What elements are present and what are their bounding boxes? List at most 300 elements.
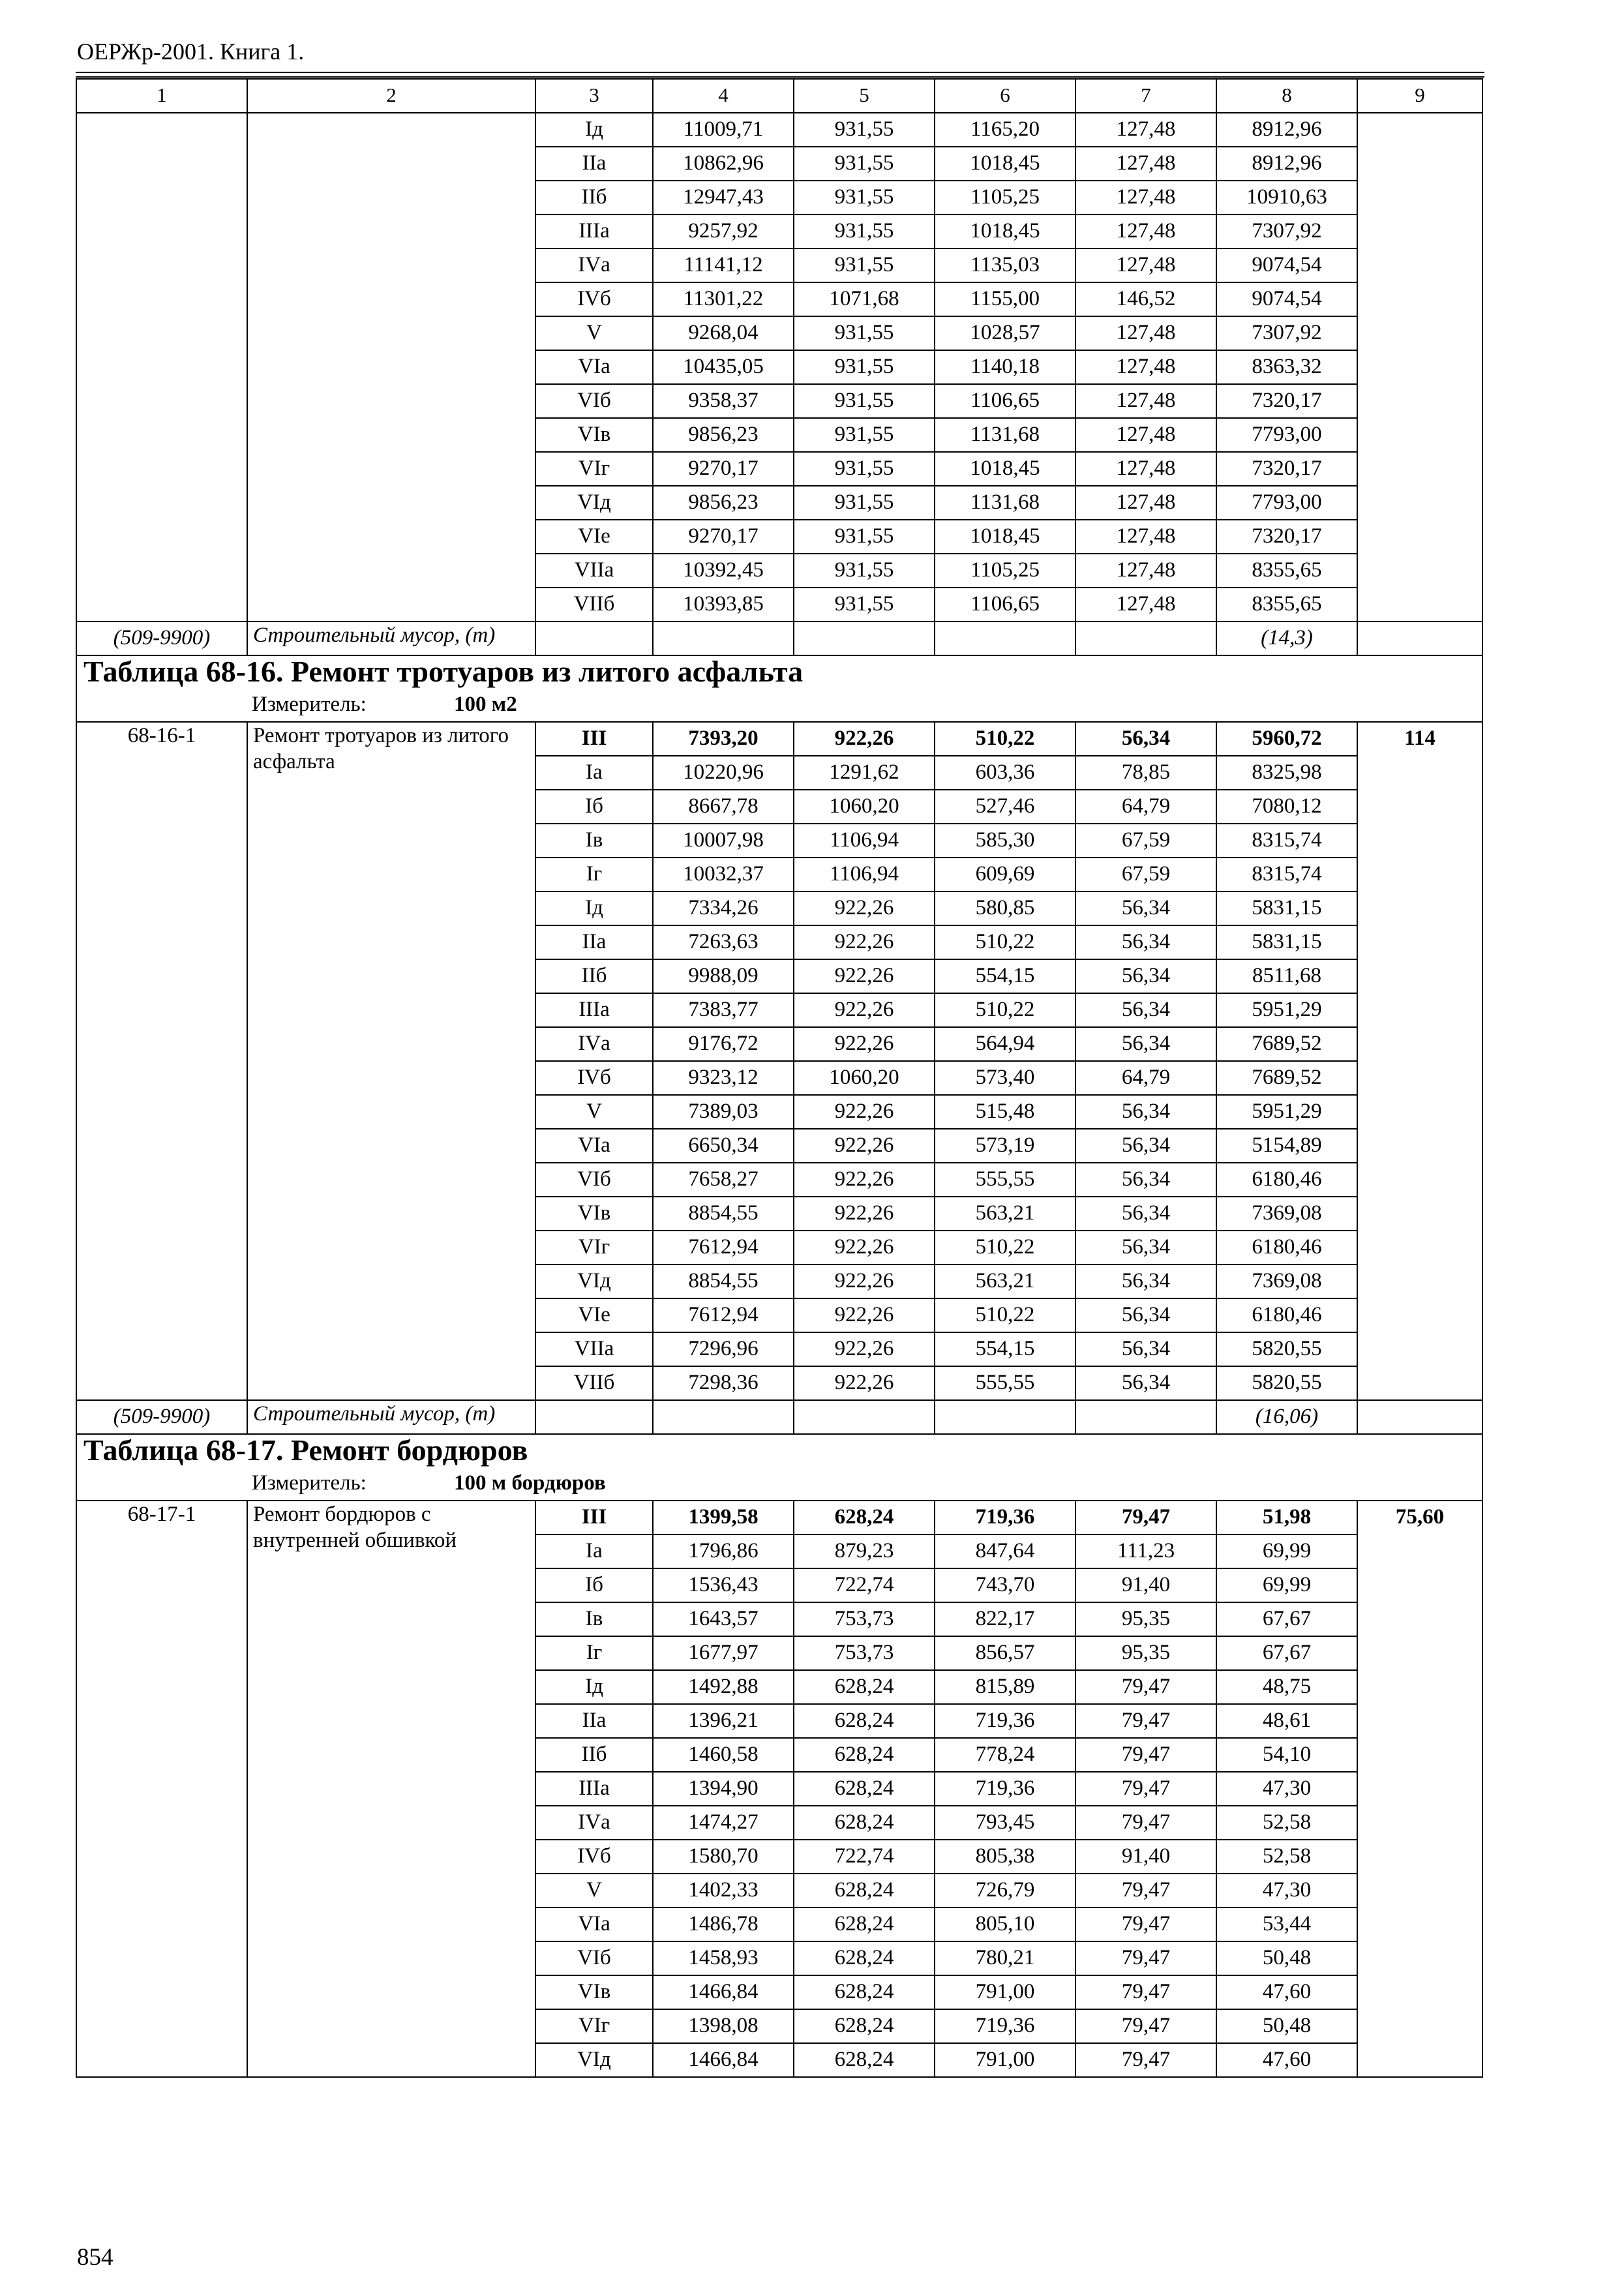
value-cell: 628,24 <box>794 1941 935 1975</box>
zone-cell: Iв <box>535 824 653 858</box>
zone-cell: VIв <box>535 418 653 452</box>
material-value: (16,06) <box>1216 1400 1357 1434</box>
column-number-row <box>76 79 1482 113</box>
value-cell: 9323,12 <box>653 1061 794 1095</box>
zone-cell: VIб <box>535 384 653 418</box>
value-cell: 9358,37 <box>653 384 794 418</box>
value-cell: 56,34 <box>1075 1129 1216 1163</box>
value-cell: 1018,45 <box>935 520 1075 554</box>
zone-cell: Iа <box>535 756 653 790</box>
value-cell: 1018,45 <box>935 147 1075 181</box>
value-cell: 10007,98 <box>653 824 794 858</box>
value-cell: 52,58 <box>1216 1840 1357 1874</box>
value-cell: 127,48 <box>1075 215 1216 248</box>
zone-cell: VIIб <box>535 588 653 621</box>
value-cell: 79,47 <box>1075 1738 1216 1772</box>
zone-cell: IIа <box>535 147 653 181</box>
value-cell: 8912,96 <box>1216 113 1357 147</box>
value-cell: 580,85 <box>935 891 1075 925</box>
zone-cell: Iб <box>535 1568 653 1602</box>
measure-row <box>76 689 1482 722</box>
value-cell: 9257,92 <box>653 215 794 248</box>
zone-cell: IVб <box>535 1061 653 1095</box>
value-cell: 8355,65 <box>1216 554 1357 588</box>
zone-cell: IVб <box>535 1840 653 1874</box>
value-cell: 1165,20 <box>935 113 1075 147</box>
value-cell: 127,48 <box>1075 452 1216 486</box>
value-cell: 922,26 <box>794 1231 935 1264</box>
value-cell: 753,73 <box>794 1636 935 1670</box>
value-cell: 510,22 <box>935 1231 1075 1264</box>
zone-cell: V <box>535 1095 653 1129</box>
value-cell: 56,34 <box>1075 1298 1216 1332</box>
value-cell: 719,36 <box>935 2009 1075 2043</box>
zone-cell: VIIа <box>535 554 653 588</box>
value-cell: 127,48 <box>1075 316 1216 350</box>
table-cell <box>794 621 935 655</box>
value-cell: 554,15 <box>935 959 1075 993</box>
value-cell: 10435,05 <box>653 350 794 384</box>
column-number: 8 <box>1216 79 1357 113</box>
value-cell: 1399,58 <box>653 1501 794 1534</box>
zone-cell: VIIа <box>535 1332 653 1366</box>
value-cell: 5951,29 <box>1216 1095 1357 1129</box>
zone-cell: VIд <box>535 486 653 520</box>
value-cell: 1131,68 <box>935 486 1075 520</box>
value-cell: 5831,15 <box>1216 891 1357 925</box>
value-cell: 56,34 <box>1075 1366 1216 1400</box>
value-cell: 931,55 <box>794 350 935 384</box>
value-cell: 9856,23 <box>653 418 794 452</box>
value-cell: 1458,93 <box>653 1941 794 1975</box>
value-cell: 7612,94 <box>653 1231 794 1264</box>
value-cell: 11009,71 <box>653 113 794 147</box>
value-cell: 1060,20 <box>794 790 935 824</box>
material-name: Строительный мусор, (т) <box>247 1400 535 1434</box>
value-cell: 564,94 <box>935 1027 1075 1061</box>
table-row <box>76 1501 1482 1534</box>
value-cell: 79,47 <box>1075 1806 1216 1840</box>
value-cell: 127,48 <box>1075 384 1216 418</box>
value-cell: 79,47 <box>1075 1874 1216 1908</box>
value-cell: 1460,58 <box>653 1738 794 1772</box>
column-number: 4 <box>653 79 794 113</box>
zone-cell: V <box>535 316 653 350</box>
value-cell: 1018,45 <box>935 452 1075 486</box>
value-cell: 1796,86 <box>653 1534 794 1568</box>
zone-cell: VIб <box>535 1163 653 1197</box>
value-cell: 628,24 <box>794 1704 935 1738</box>
table-cell <box>1075 1400 1216 1434</box>
table-cell <box>653 621 794 655</box>
measure-line <box>76 689 1482 722</box>
table-body <box>76 79 1482 2077</box>
value-cell: 7263,63 <box>653 925 794 959</box>
item-name: Ремонт тротуаров из литого асфальта <box>247 722 535 1400</box>
value-cell: 510,22 <box>935 1298 1075 1332</box>
value-cell: 1018,45 <box>935 215 1075 248</box>
value-cell: 628,24 <box>794 1908 935 1941</box>
value-cell: 79,47 <box>1075 1975 1216 2009</box>
zone-cell: VIе <box>535 1298 653 1332</box>
value-cell: 7320,17 <box>1216 520 1357 554</box>
value-cell: 1486,78 <box>653 1908 794 1941</box>
value-cell: 7793,00 <box>1216 486 1357 520</box>
measure-value: 100 м2 <box>454 693 517 716</box>
zone-cell: VIв <box>535 1975 653 2009</box>
value-cell: 856,57 <box>935 1636 1075 1670</box>
value-cell: 127,48 <box>1075 554 1216 588</box>
zone-cell: VIг <box>535 1231 653 1264</box>
value-cell: 5960,72 <box>1216 722 1357 756</box>
value-cell: 931,55 <box>794 588 935 621</box>
item-code <box>76 113 247 621</box>
zone-cell: Iд <box>535 113 653 147</box>
zone-cell: III <box>535 1501 653 1534</box>
material-name: Строительный мусор, (т) <box>247 621 535 655</box>
value-cell: 64,79 <box>1075 790 1216 824</box>
value-cell: 1396,21 <box>653 1704 794 1738</box>
value-cell: 7080,12 <box>1216 790 1357 824</box>
value-cell: 127,48 <box>1075 147 1216 181</box>
column-number: 2 <box>247 79 535 113</box>
zone-cell: Iд <box>535 891 653 925</box>
value-cell: 8315,74 <box>1216 858 1357 891</box>
zone-cell: IIIа <box>535 993 653 1027</box>
value-cell: 1105,25 <box>935 554 1075 588</box>
value-cell: 753,73 <box>794 1602 935 1636</box>
value-cell: 628,24 <box>794 1874 935 1908</box>
value-cell: 555,55 <box>935 1366 1075 1400</box>
zone-cell: VIв <box>535 1197 653 1231</box>
value-cell: 1140,18 <box>935 350 1075 384</box>
value-cell: 9270,17 <box>653 452 794 486</box>
value-cell: 8355,65 <box>1216 588 1357 621</box>
value-cell: 6650,34 <box>653 1129 794 1163</box>
value-cell: 50,48 <box>1216 2009 1357 2043</box>
material-row <box>76 1400 1482 1434</box>
column-number: 9 <box>1357 79 1482 113</box>
value-cell: 922,26 <box>794 1264 935 1298</box>
value-cell: 69,99 <box>1216 1534 1357 1568</box>
value-cell: 67,59 <box>1075 858 1216 891</box>
value-cell: 1106,65 <box>935 588 1075 621</box>
table-cell <box>935 621 1075 655</box>
value-cell: 48,61 <box>1216 1704 1357 1738</box>
table-cell <box>1357 1400 1482 1434</box>
value-cell: 10910,63 <box>1216 181 1357 215</box>
value-cell: 47,30 <box>1216 1874 1357 1908</box>
value-cell: 515,48 <box>935 1095 1075 1129</box>
material-value: (14,3) <box>1216 621 1357 655</box>
value-cell: 78,85 <box>1075 756 1216 790</box>
value-cell: 10032,37 <box>653 858 794 891</box>
zone-cell: Iд <box>535 1670 653 1704</box>
value-cell: 922,26 <box>794 993 935 1027</box>
value-cell: 603,36 <box>935 756 1075 790</box>
value-cell: 64,79 <box>1075 1061 1216 1095</box>
header-rule <box>76 76 1484 78</box>
section-title: Таблица 68-17. Ремонт бордюров <box>76 1434 1482 1467</box>
value-cell: 10393,85 <box>653 588 794 621</box>
value-cell: 52,58 <box>1216 1806 1357 1840</box>
value-cell: 1402,33 <box>653 1874 794 1908</box>
value-cell: 7793,00 <box>1216 418 1357 452</box>
value-cell: 127,48 <box>1075 588 1216 621</box>
value-cell: 7393,20 <box>653 722 794 756</box>
zone-cell: III <box>535 722 653 756</box>
value-cell: 7612,94 <box>653 1298 794 1332</box>
column-number: 5 <box>794 79 935 113</box>
value-cell: 127,48 <box>1075 520 1216 554</box>
value-cell: 67,67 <box>1216 1602 1357 1636</box>
zone-cell: IIа <box>535 1704 653 1738</box>
value-cell: 628,24 <box>794 1772 935 1806</box>
value-cell: 9074,54 <box>1216 282 1357 316</box>
value-cell: 1492,88 <box>653 1670 794 1704</box>
col9-value: 75,60 <box>1357 1501 1482 2077</box>
value-cell: 53,44 <box>1216 1908 1357 1941</box>
value-cell: 5820,55 <box>1216 1366 1357 1400</box>
value-cell: 791,00 <box>935 1975 1075 2009</box>
value-cell: 510,22 <box>935 925 1075 959</box>
material-code: (509-9900) <box>76 1400 247 1434</box>
value-cell: 554,15 <box>935 1332 1075 1366</box>
value-cell: 5831,15 <box>1216 925 1357 959</box>
value-cell: 743,70 <box>935 1568 1075 1602</box>
value-cell: 585,30 <box>935 824 1075 858</box>
value-cell: 9856,23 <box>653 486 794 520</box>
value-cell: 931,55 <box>794 486 935 520</box>
value-cell: 7383,77 <box>653 993 794 1027</box>
measure-value: 100 м бордюров <box>454 1471 606 1495</box>
value-cell: 7689,52 <box>1216 1061 1357 1095</box>
header-rule <box>76 72 1484 73</box>
col9-value: 114 <box>1357 722 1482 1400</box>
value-cell: 1580,70 <box>653 1840 794 1874</box>
value-cell: 1536,43 <box>653 1568 794 1602</box>
value-cell: 628,24 <box>794 1670 935 1704</box>
value-cell: 67,59 <box>1075 824 1216 858</box>
zone-cell: IVб <box>535 282 653 316</box>
column-number: 3 <box>535 79 653 113</box>
value-cell: 54,10 <box>1216 1738 1357 1772</box>
value-cell: 922,26 <box>794 722 935 756</box>
value-cell: 847,64 <box>935 1534 1075 1568</box>
value-cell: 719,36 <box>935 1501 1075 1534</box>
value-cell: 6180,46 <box>1216 1231 1357 1264</box>
value-cell: 1474,27 <box>653 1806 794 1840</box>
value-cell: 7369,08 <box>1216 1264 1357 1298</box>
value-cell: 127,48 <box>1075 350 1216 384</box>
value-cell: 563,21 <box>935 1197 1075 1231</box>
value-cell: 127,48 <box>1075 113 1216 147</box>
value-cell: 127,48 <box>1075 418 1216 452</box>
value-cell: 510,22 <box>935 993 1075 1027</box>
value-cell: 127,48 <box>1075 486 1216 520</box>
value-cell: 719,36 <box>935 1772 1075 1806</box>
table-row <box>76 722 1482 756</box>
value-cell: 1643,57 <box>653 1602 794 1636</box>
value-cell: 91,40 <box>1075 1568 1216 1602</box>
value-cell: 8667,78 <box>653 790 794 824</box>
value-cell: 56,34 <box>1075 993 1216 1027</box>
value-cell: 50,48 <box>1216 1941 1357 1975</box>
value-cell: 79,47 <box>1075 1501 1216 1534</box>
value-cell: 79,47 <box>1075 2009 1216 2043</box>
value-cell: 56,34 <box>1075 959 1216 993</box>
table-cell <box>794 1400 935 1434</box>
value-cell: 555,55 <box>935 1163 1075 1197</box>
column-number: 6 <box>935 79 1075 113</box>
zone-cell: IIб <box>535 1738 653 1772</box>
zone-cell: Iа <box>535 1534 653 1568</box>
zone-cell: V <box>535 1874 653 1908</box>
table-row <box>76 113 1482 147</box>
value-cell: 48,75 <box>1216 1670 1357 1704</box>
value-cell: 9074,54 <box>1216 248 1357 282</box>
value-cell: 628,24 <box>794 1501 935 1534</box>
value-cell: 47,30 <box>1216 1772 1357 1806</box>
value-cell: 127,48 <box>1075 181 1216 215</box>
value-cell: 1291,62 <box>794 756 935 790</box>
value-cell: 56,34 <box>1075 925 1216 959</box>
value-cell: 7298,36 <box>653 1366 794 1400</box>
value-cell: 5820,55 <box>1216 1332 1357 1366</box>
value-cell: 56,34 <box>1075 1332 1216 1366</box>
value-cell: 5154,89 <box>1216 1129 1357 1163</box>
value-cell: 7389,03 <box>653 1095 794 1129</box>
value-cell: 1466,84 <box>653 2043 794 2077</box>
column-number: 1 <box>76 79 247 113</box>
zone-cell: Iг <box>535 1636 653 1670</box>
measure-label: Измеритель: <box>252 693 367 716</box>
value-cell: 56,34 <box>1075 891 1216 925</box>
value-cell: 7296,96 <box>653 1332 794 1366</box>
value-cell: 79,47 <box>1075 1941 1216 1975</box>
value-cell: 931,55 <box>794 384 935 418</box>
value-cell: 1060,20 <box>794 1061 935 1095</box>
zone-cell: IIа <box>535 925 653 959</box>
zone-cell: VIа <box>535 1908 653 1941</box>
value-cell: 722,74 <box>794 1840 935 1874</box>
zone-cell: IIб <box>535 959 653 993</box>
value-cell: 9176,72 <box>653 1027 794 1061</box>
item-code: 68-16-1 <box>76 722 247 1400</box>
value-cell: 56,34 <box>1075 1231 1216 1264</box>
value-cell: 12947,43 <box>653 181 794 215</box>
value-cell: 879,23 <box>794 1534 935 1568</box>
value-cell: 922,26 <box>794 925 935 959</box>
zone-cell: VIд <box>535 1264 653 1298</box>
value-cell: 931,55 <box>794 147 935 181</box>
value-cell: 805,10 <box>935 1908 1075 1941</box>
zone-cell: VIг <box>535 452 653 486</box>
section-title-row <box>76 655 1482 689</box>
value-cell: 79,47 <box>1075 1772 1216 1806</box>
value-cell: 922,26 <box>794 1197 935 1231</box>
value-cell: 56,34 <box>1075 1264 1216 1298</box>
value-cell: 822,17 <box>935 1602 1075 1636</box>
value-cell: 922,26 <box>794 1298 935 1332</box>
value-cell: 922,26 <box>794 1163 935 1197</box>
value-cell: 8912,96 <box>1216 147 1357 181</box>
value-cell: 573,19 <box>935 1129 1075 1163</box>
value-cell: 931,55 <box>794 554 935 588</box>
value-cell: 6180,46 <box>1216 1298 1357 1332</box>
value-cell: 8854,55 <box>653 1264 794 1298</box>
value-cell: 7307,92 <box>1216 215 1357 248</box>
value-cell: 7320,17 <box>1216 384 1357 418</box>
value-cell: 56,34 <box>1075 1027 1216 1061</box>
value-cell: 793,45 <box>935 1806 1075 1840</box>
value-cell: 922,26 <box>794 959 935 993</box>
value-cell: 56,34 <box>1075 1197 1216 1231</box>
value-cell: 527,46 <box>935 790 1075 824</box>
zone-cell: VIIб <box>535 1366 653 1400</box>
zone-cell: IIIа <box>535 215 653 248</box>
value-cell: 7658,27 <box>653 1163 794 1197</box>
value-cell: 1106,94 <box>794 858 935 891</box>
value-cell: 51,98 <box>1216 1501 1357 1534</box>
value-cell: 79,47 <box>1075 1908 1216 1941</box>
item-name <box>247 113 535 621</box>
value-cell: 931,55 <box>794 113 935 147</box>
value-cell: 79,47 <box>1075 1670 1216 1704</box>
value-cell: 69,99 <box>1216 1568 1357 1602</box>
measure-row <box>76 1467 1482 1501</box>
table-cell <box>535 1400 653 1434</box>
value-cell: 95,35 <box>1075 1636 1216 1670</box>
value-cell: 931,55 <box>794 418 935 452</box>
table-cell <box>535 621 653 655</box>
value-cell: 931,55 <box>794 520 935 554</box>
zone-cell: IVа <box>535 1027 653 1061</box>
value-cell: 778,24 <box>935 1738 1075 1772</box>
estimate-table <box>76 78 1483 2078</box>
value-cell: 9270,17 <box>653 520 794 554</box>
value-cell: 8315,74 <box>1216 824 1357 858</box>
value-cell: 1466,84 <box>653 1975 794 2009</box>
value-cell: 510,22 <box>935 722 1075 756</box>
value-cell: 628,24 <box>794 1738 935 1772</box>
value-cell: 1131,68 <box>935 418 1075 452</box>
value-cell: 79,47 <box>1075 1704 1216 1738</box>
value-cell: 11141,12 <box>653 248 794 282</box>
value-cell: 7689,52 <box>1216 1027 1357 1061</box>
zone-cell: Iг <box>535 858 653 891</box>
zone-cell: IIIа <box>535 1772 653 1806</box>
value-cell: 10220,96 <box>653 756 794 790</box>
value-cell: 79,47 <box>1075 2043 1216 2077</box>
value-cell: 91,40 <box>1075 1840 1216 1874</box>
value-cell: 146,52 <box>1075 282 1216 316</box>
value-cell: 67,67 <box>1216 1636 1357 1670</box>
zone-cell: VIд <box>535 2043 653 2077</box>
value-cell: 56,34 <box>1075 1163 1216 1197</box>
value-cell: 6180,46 <box>1216 1163 1357 1197</box>
value-cell: 628,24 <box>794 2009 935 2043</box>
value-cell: 1135,03 <box>935 248 1075 282</box>
value-cell: 1106,65 <box>935 384 1075 418</box>
value-cell: 922,26 <box>794 1027 935 1061</box>
value-cell: 47,60 <box>1216 2043 1357 2077</box>
measure-label: Измеритель: <box>252 1471 367 1495</box>
table-cell <box>1357 621 1482 655</box>
value-cell: 127,48 <box>1075 248 1216 282</box>
material-row <box>76 621 1482 655</box>
value-cell: 931,55 <box>794 181 935 215</box>
